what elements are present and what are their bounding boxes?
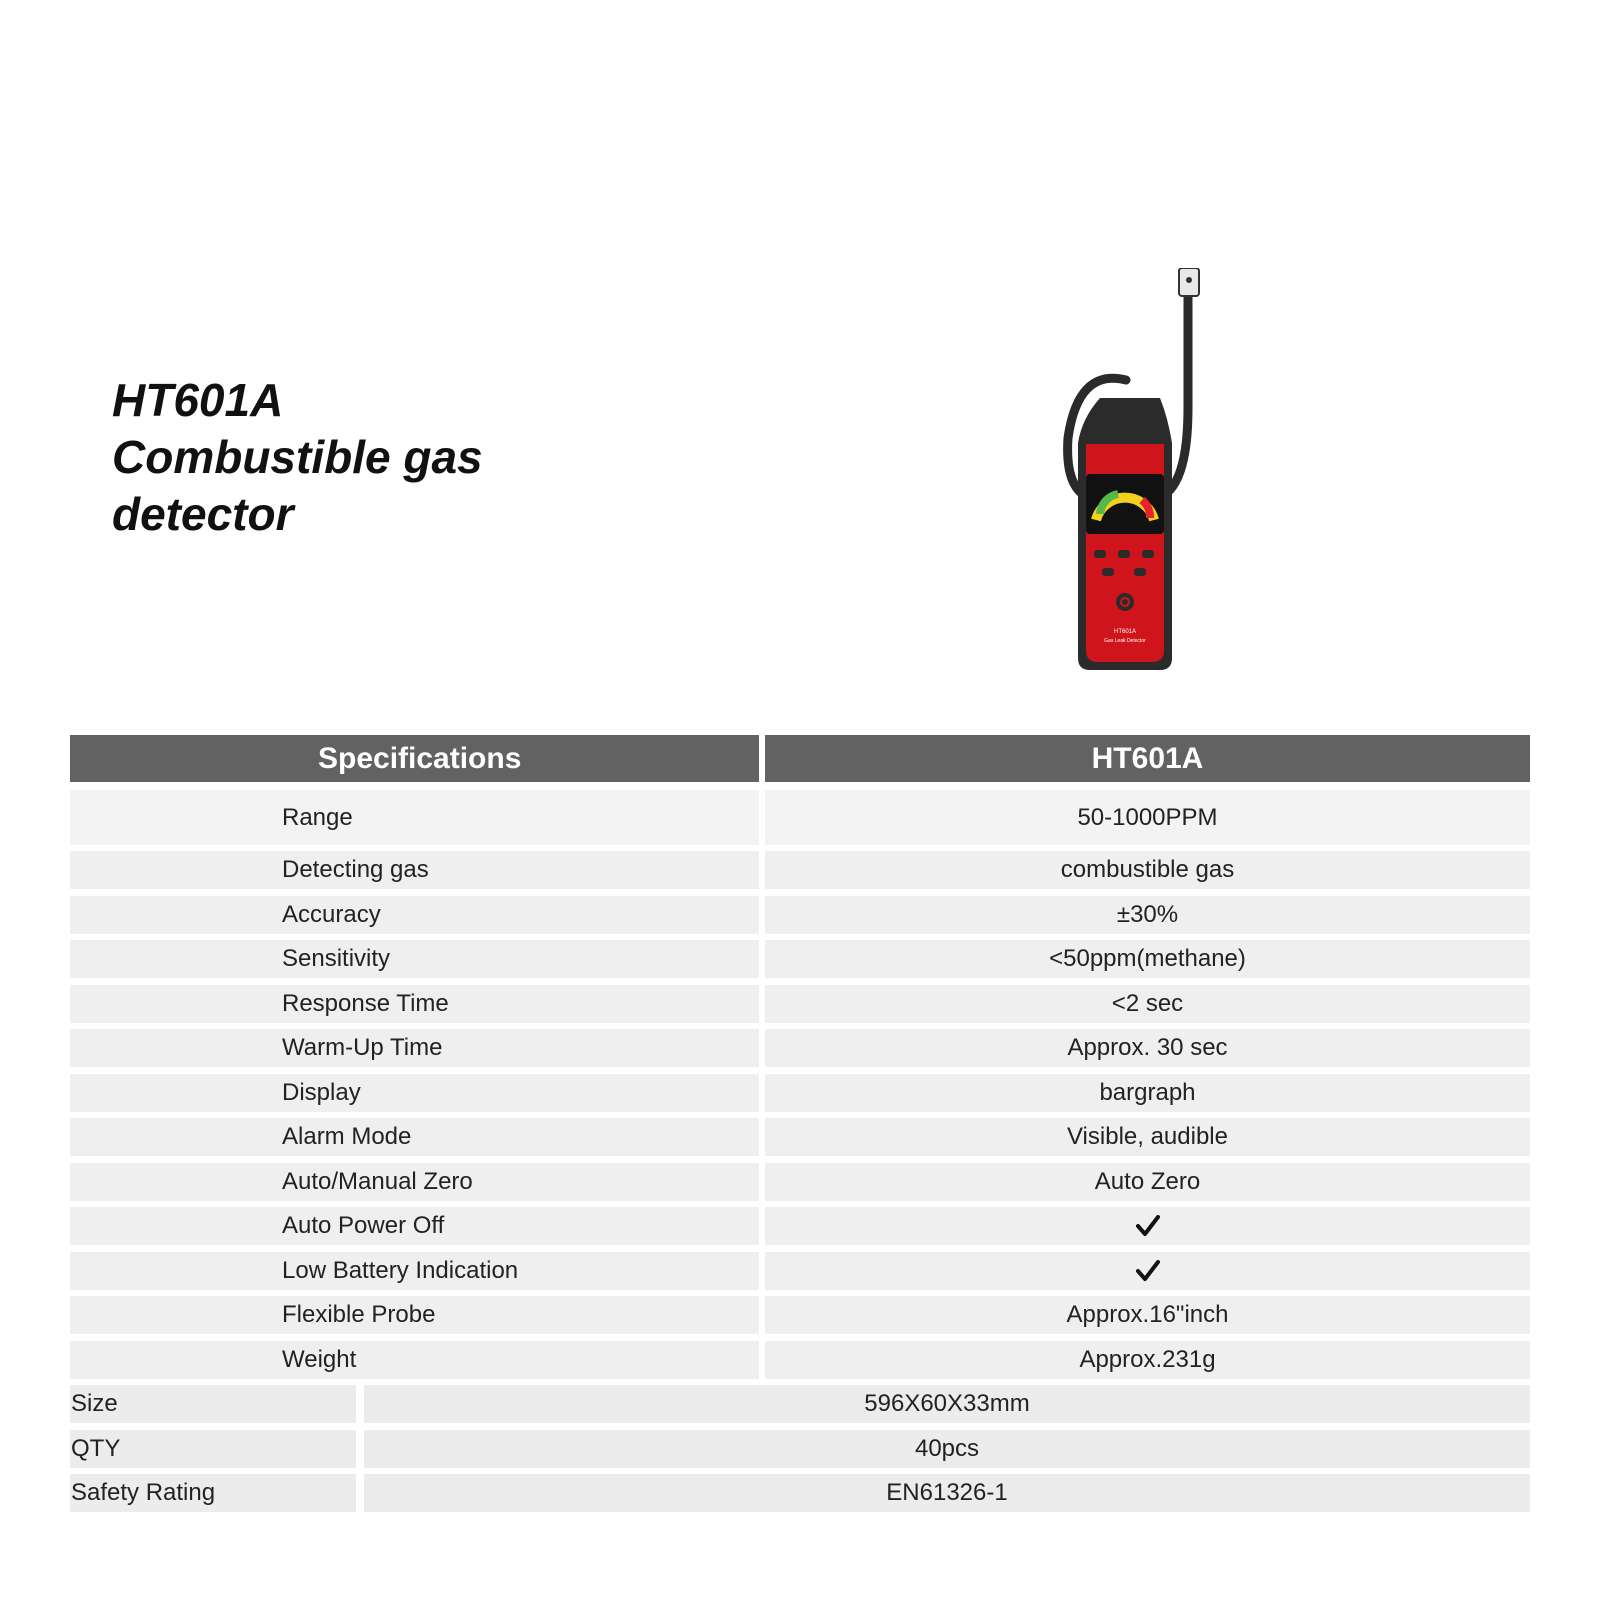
spec-label-cell [70, 851, 759, 889]
table-row [70, 1341, 1530, 1379]
spec-label-cell [70, 1385, 356, 1423]
spec-label: Auto Power Off [282, 1212, 445, 1239]
spec-value: Auto Zero [1094, 1168, 1201, 1195]
spec-value-cell [765, 1029, 1530, 1067]
table-row [70, 1029, 1530, 1067]
spec-label: Low Battery Indication [282, 1257, 519, 1284]
spec-value: <50ppm(methane) [1049, 945, 1246, 972]
table-header-row [70, 735, 1530, 782]
check-icon [1135, 1213, 1161, 1239]
spec-value-cell [765, 1207, 1530, 1245]
title-line-detector: detector [112, 488, 294, 540]
spec-value-cell [765, 1341, 1530, 1379]
title-line-type: Combustible gas [112, 431, 483, 483]
spec-value: Approx.231g [1079, 1346, 1216, 1373]
spec-value: 596X60X33mm [864, 1390, 1030, 1417]
spec-label-cell [70, 1163, 759, 1201]
table-row [70, 790, 1530, 845]
device-subtitle-label: Gas Leak Detector [1104, 638, 1146, 644]
spec-label: Range [282, 803, 353, 831]
spec-label: Safety Rating [71, 1479, 216, 1506]
header-model: HT601A [765, 735, 1530, 782]
spec-value-cell [765, 851, 1530, 889]
spec-value-cell [765, 790, 1530, 845]
spec-value-cell [364, 1430, 1530, 1468]
spec-label: Detecting gas [282, 856, 429, 883]
table-row [70, 1118, 1530, 1156]
spec-value-cell [765, 1163, 1530, 1201]
spec-label: Display [282, 1079, 361, 1106]
header-specifications: Specifications [70, 735, 759, 782]
spec-value: Visible, audible [1066, 1123, 1228, 1150]
title-line-model: HT601A [112, 374, 284, 426]
spec-label: Sensitivity [282, 945, 391, 972]
spec-label-cell [70, 1296, 759, 1334]
spec-value-cell [765, 1118, 1530, 1156]
gas-detector-illustration [1060, 268, 1240, 688]
table-row [70, 1474, 1530, 1512]
spec-label: Flexible Probe [282, 1301, 436, 1328]
spec-label: Size [71, 1390, 118, 1417]
spec-value: bargraph [1099, 1079, 1196, 1106]
product-image [1060, 268, 1240, 688]
spec-label-cell [70, 1074, 759, 1112]
spec-label-cell [70, 1207, 759, 1245]
spec-label-cell [70, 1474, 356, 1512]
spec-value: 40pcs [914, 1435, 980, 1462]
spec-label: Auto/Manual Zero [282, 1168, 473, 1195]
device-model-label: HT601A [1113, 629, 1137, 635]
spec-label-cell [70, 940, 759, 978]
spec-value-cell [364, 1474, 1530, 1512]
table-row [70, 940, 1530, 978]
spec-label-cell [70, 1252, 759, 1290]
spec-label-cell [70, 1118, 759, 1156]
spec-label-cell [70, 1341, 759, 1379]
spec-label: Weight [282, 1346, 357, 1373]
product-title [112, 372, 672, 543]
spec-value: EN61326-1 [886, 1479, 1008, 1506]
spec-value-cell [765, 940, 1530, 978]
spec-value: Approx. 30 sec [1067, 1034, 1228, 1061]
spec-label-cell [70, 1029, 759, 1067]
spec-value: <2 sec [1111, 990, 1184, 1017]
spec-value-cell [765, 1296, 1530, 1334]
spec-value: ±30% [1116, 901, 1179, 928]
spec-value: Approx.16"inch [1066, 1301, 1229, 1328]
spec-value-cell [364, 1385, 1530, 1423]
spec-label-cell [70, 1430, 356, 1468]
spec-value: combustible gas [1060, 856, 1235, 883]
spec-value-cell [765, 1074, 1530, 1112]
spec-label: QTY [71, 1435, 121, 1462]
table-row [70, 1430, 1530, 1468]
spec-label-cell [70, 985, 759, 1023]
table-row [70, 1163, 1530, 1201]
spec-value-cell [765, 985, 1530, 1023]
table-row [70, 1207, 1530, 1245]
spec-label-cell [70, 896, 759, 934]
table-row [70, 896, 1530, 934]
spec-label: Accuracy [282, 901, 381, 928]
spec-label: Response Time [282, 990, 449, 1017]
table-row [70, 1385, 1530, 1423]
spec-label-cell [70, 790, 759, 845]
table-row [70, 1296, 1530, 1334]
spec-label: Alarm Mode [282, 1123, 412, 1150]
spec-value-cell [765, 896, 1530, 934]
spec-value-cell [765, 1252, 1530, 1290]
table-row [70, 851, 1530, 889]
spec-label: Warm-Up Time [282, 1034, 443, 1061]
table-row [70, 985, 1530, 1023]
check-icon [1135, 1258, 1161, 1284]
table-row [70, 1074, 1530, 1112]
table-row [70, 1252, 1530, 1290]
spec-value: 50-1000PPM [1077, 803, 1218, 831]
